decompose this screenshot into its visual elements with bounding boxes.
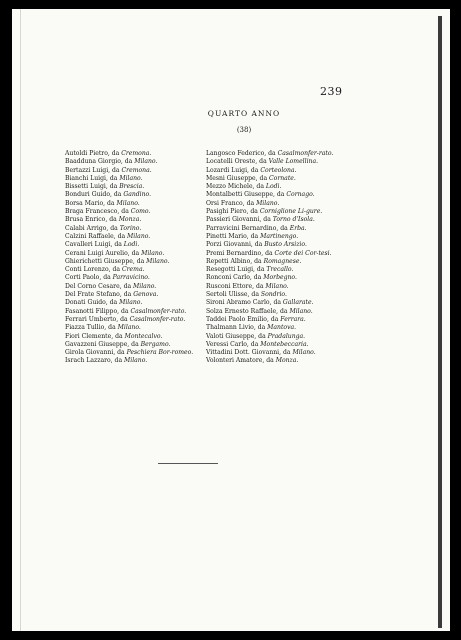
student-entry xyxy=(65,191,205,199)
student-name: Fasanotti Filippo, da xyxy=(65,307,131,315)
student-name: Pasighi Piero, da xyxy=(206,208,260,216)
student-name: Premi Bernardino, da xyxy=(206,249,275,257)
student-entry xyxy=(206,274,349,282)
student-entry xyxy=(206,258,349,266)
student-name: Volonteri Amatore, da xyxy=(206,357,276,365)
student-entry xyxy=(65,216,205,224)
student-entry xyxy=(65,200,205,208)
student-hometown: Montebeccaria. xyxy=(260,340,309,348)
student-entry xyxy=(206,341,349,349)
student-entry xyxy=(206,299,349,307)
student-hometown: Sondrio. xyxy=(260,291,287,299)
student-name: Langosco Federico, da xyxy=(206,150,278,157)
student-hometown: Trecallo. xyxy=(266,266,294,274)
student-hometown: Milano. xyxy=(292,349,316,357)
student-hometown: Martinengo. xyxy=(260,232,299,240)
student-name: Locatelli Oreste, da xyxy=(206,158,269,166)
student-name: Autoldi Pietro, da xyxy=(65,150,122,157)
student-hometown: Monza. xyxy=(275,357,299,365)
student-name: Sertoli Ulisse, da xyxy=(206,291,261,299)
student-name: Gavazzeni Giuseppe, da xyxy=(65,340,141,348)
student-entry xyxy=(65,341,205,349)
student-name: Passieri Giovanni, da xyxy=(206,216,273,224)
student-hometown: Milano. xyxy=(265,282,289,290)
student-entry xyxy=(206,200,349,208)
student-entry xyxy=(65,241,205,249)
student-hometown: Casalmonfer-rato. xyxy=(277,150,334,157)
student-hometown: Romagnese. xyxy=(263,257,302,265)
student-hometown: Gandino. xyxy=(123,191,152,199)
student-hometown: Cornago. xyxy=(286,191,315,199)
student-name: Thalmann Livio, da xyxy=(206,324,268,332)
student-entry xyxy=(206,191,349,199)
student-entry xyxy=(65,208,205,216)
student-name: Cerani Luigi Aurelio, da xyxy=(65,249,142,257)
student-entry xyxy=(206,333,349,341)
student-entry xyxy=(65,250,205,258)
student-name: Del Frate Stefano, da xyxy=(65,291,134,299)
student-name: Sironi Abramo Carlo, da xyxy=(206,299,283,307)
student-name: Montalbetti Giuseppe, da xyxy=(206,191,287,199)
student-hometown: Lodi. xyxy=(265,183,282,191)
student-hometown: Ferrara. xyxy=(280,315,306,323)
student-entry xyxy=(65,258,205,266)
student-name: Bianchi Luigi, da xyxy=(65,174,120,182)
section-divider xyxy=(158,463,218,464)
student-hometown: Milano. xyxy=(134,158,158,166)
student-hometown: Peschiera Bor-romeo. xyxy=(126,349,194,357)
student-name: Bonduri Guido, da xyxy=(65,191,124,199)
student-name: Vittadini Dott. Giovanni, da xyxy=(206,349,293,357)
student-entry xyxy=(206,167,349,175)
student-name: Valoti Giuseppe, da xyxy=(206,332,268,340)
student-name: Fiori Clemente, da xyxy=(65,332,125,340)
student-entry xyxy=(206,266,349,274)
student-hometown: Erba. xyxy=(289,224,307,232)
student-entry xyxy=(65,316,205,324)
student-hometown: Milano. xyxy=(116,199,140,207)
student-entry xyxy=(65,357,205,365)
student-name: Brusa Enrico, da xyxy=(65,216,119,224)
section-title: QUARTO ANNO xyxy=(207,109,281,118)
student-entry xyxy=(65,299,205,307)
student-hometown: Milano. xyxy=(146,257,170,265)
student-name: Mesni Giuseppe, da xyxy=(206,174,270,182)
student-name: Fiazza Tullio, da xyxy=(65,324,118,332)
student-name: Donati Guido, da xyxy=(65,299,120,307)
student-hometown: Parravicino. xyxy=(112,274,150,282)
student-hometown: Crema. xyxy=(121,266,145,274)
student-entry xyxy=(65,349,205,357)
student-hometown: Gallarate. xyxy=(282,299,314,307)
student-entry xyxy=(206,308,349,316)
student-hometown: Casalmonfer-rato. xyxy=(130,307,187,315)
student-entry xyxy=(206,175,349,183)
student-name: Del Corno Cesare, da xyxy=(65,282,134,290)
student-hometown: Casalmonfer-rato. xyxy=(129,315,186,323)
student-name: Ronconi Carlo, da xyxy=(206,274,264,282)
student-name: Orsi Franco, da xyxy=(206,199,257,207)
student-name: Conti Lorenzo, da xyxy=(65,266,122,274)
student-entry xyxy=(65,233,205,241)
student-entry xyxy=(65,167,205,175)
student-entry xyxy=(206,225,349,233)
student-name: Baadduna Giorgio, da xyxy=(65,158,135,166)
student-hometown: Cornate. xyxy=(269,174,296,182)
student-list-right xyxy=(206,150,349,366)
student-hometown: Corte dei Cor-tesi. xyxy=(274,249,332,257)
student-hometown: Torino. xyxy=(119,224,142,232)
student-hometown: Monza. xyxy=(118,216,142,224)
student-hometown: Corteolona. xyxy=(260,166,297,174)
student-name: Solza Ernesto Raffaele, da xyxy=(206,307,290,315)
student-name: Ferrari Umberto, da xyxy=(65,315,130,323)
student-hometown: Valle Lomellina. xyxy=(268,158,319,166)
student-hometown: Cremona. xyxy=(121,150,152,157)
student-entry xyxy=(206,349,349,357)
student-name: Resegotti Luigi, da xyxy=(206,266,267,274)
student-entry xyxy=(65,175,205,183)
student-entry xyxy=(65,225,205,233)
student-entry xyxy=(65,291,205,299)
student-entry xyxy=(65,150,205,158)
student-hometown: Milano. xyxy=(141,249,165,257)
student-hometown: Milano. xyxy=(256,199,280,207)
student-hometown: Corniglione Li-gure. xyxy=(259,208,323,216)
student-name: Ghierichetti Giuseppe, da xyxy=(65,257,147,265)
student-name: Repetti Albino, da xyxy=(206,257,264,265)
student-hometown: Brescia. xyxy=(119,183,145,191)
student-name: Parravicini Bernardino, da xyxy=(206,224,290,232)
student-hometown: Genova. xyxy=(133,291,159,299)
student-hometown: Busto Arsizio. xyxy=(264,241,307,249)
student-hometown: Cremona. xyxy=(121,166,152,174)
student-entry xyxy=(206,283,349,291)
student-hometown: Pradalunga. xyxy=(267,332,306,340)
student-hometown: Morbegno. xyxy=(263,274,297,282)
student-entry xyxy=(206,208,349,216)
student-entry xyxy=(206,150,349,158)
student-name: Rusconi Ettore, da xyxy=(206,282,266,290)
student-name: Porzi Giovanni, da xyxy=(206,241,265,249)
student-entry xyxy=(65,333,205,341)
student-name: Girola Giovanni, da xyxy=(65,349,127,357)
student-hometown: Milano. xyxy=(133,282,157,290)
student-hometown: Lodi. xyxy=(123,241,140,249)
student-hometown: Bergamo. xyxy=(140,340,171,348)
student-name: Borsa Mario, da xyxy=(65,199,117,207)
student-entry xyxy=(206,241,349,249)
student-name: Lozardi Luigi, da xyxy=(206,166,261,174)
student-name: Veressi Carlo, da xyxy=(206,340,261,348)
document-page xyxy=(12,9,450,631)
student-hometown: Milano. xyxy=(124,357,148,365)
binding-gutter xyxy=(438,16,442,628)
student-entry xyxy=(206,183,349,191)
student-hometown: Milano. xyxy=(117,324,141,332)
student-name: Cavalleri Luigi, da xyxy=(65,241,124,249)
section-count: (38) xyxy=(236,126,252,134)
student-name: Pinetti Mario, da xyxy=(206,232,261,240)
student-entry xyxy=(206,357,349,365)
student-name: Bissetti Luigi, da xyxy=(65,183,120,191)
student-entry xyxy=(65,158,205,166)
student-entry xyxy=(206,316,349,324)
student-entry xyxy=(65,183,205,191)
student-hometown: Milano. xyxy=(289,307,313,315)
student-name: Corti Paolo, da xyxy=(65,274,113,282)
student-name: Israch Lazzaro, da xyxy=(65,357,125,365)
student-entry xyxy=(206,250,349,258)
page-number: 239 xyxy=(320,85,343,98)
student-entry xyxy=(65,274,205,282)
student-entry xyxy=(65,266,205,274)
student-entry xyxy=(65,324,205,332)
page-edge xyxy=(20,9,21,631)
student-hometown: Como. xyxy=(130,208,151,216)
student-entry xyxy=(206,233,349,241)
student-name: Calabi Arrigo, da xyxy=(65,224,120,232)
student-hometown: Milano. xyxy=(127,232,151,240)
student-list-left xyxy=(65,150,205,366)
student-name: Taddei Paolo Emilio, da xyxy=(206,315,281,323)
student-entry xyxy=(206,216,349,224)
student-name: Braga Francesco, da xyxy=(65,208,131,216)
student-hometown: Montecalvo. xyxy=(124,332,163,340)
student-hometown: Mantova. xyxy=(267,324,297,332)
student-entry xyxy=(206,291,349,299)
student-entry xyxy=(65,283,205,291)
student-name: Calzini Raffaele, da xyxy=(65,232,128,240)
student-entry xyxy=(65,308,205,316)
student-name: Mezzo Michele, da xyxy=(206,183,266,191)
student-hometown: Milano. xyxy=(119,299,143,307)
student-entry xyxy=(206,324,349,332)
student-hometown: Milano. xyxy=(119,174,143,182)
student-name: Bertazzi Luigi, da xyxy=(65,166,122,174)
student-entry xyxy=(206,158,349,166)
student-hometown: Torno d'Isola. xyxy=(272,216,315,224)
